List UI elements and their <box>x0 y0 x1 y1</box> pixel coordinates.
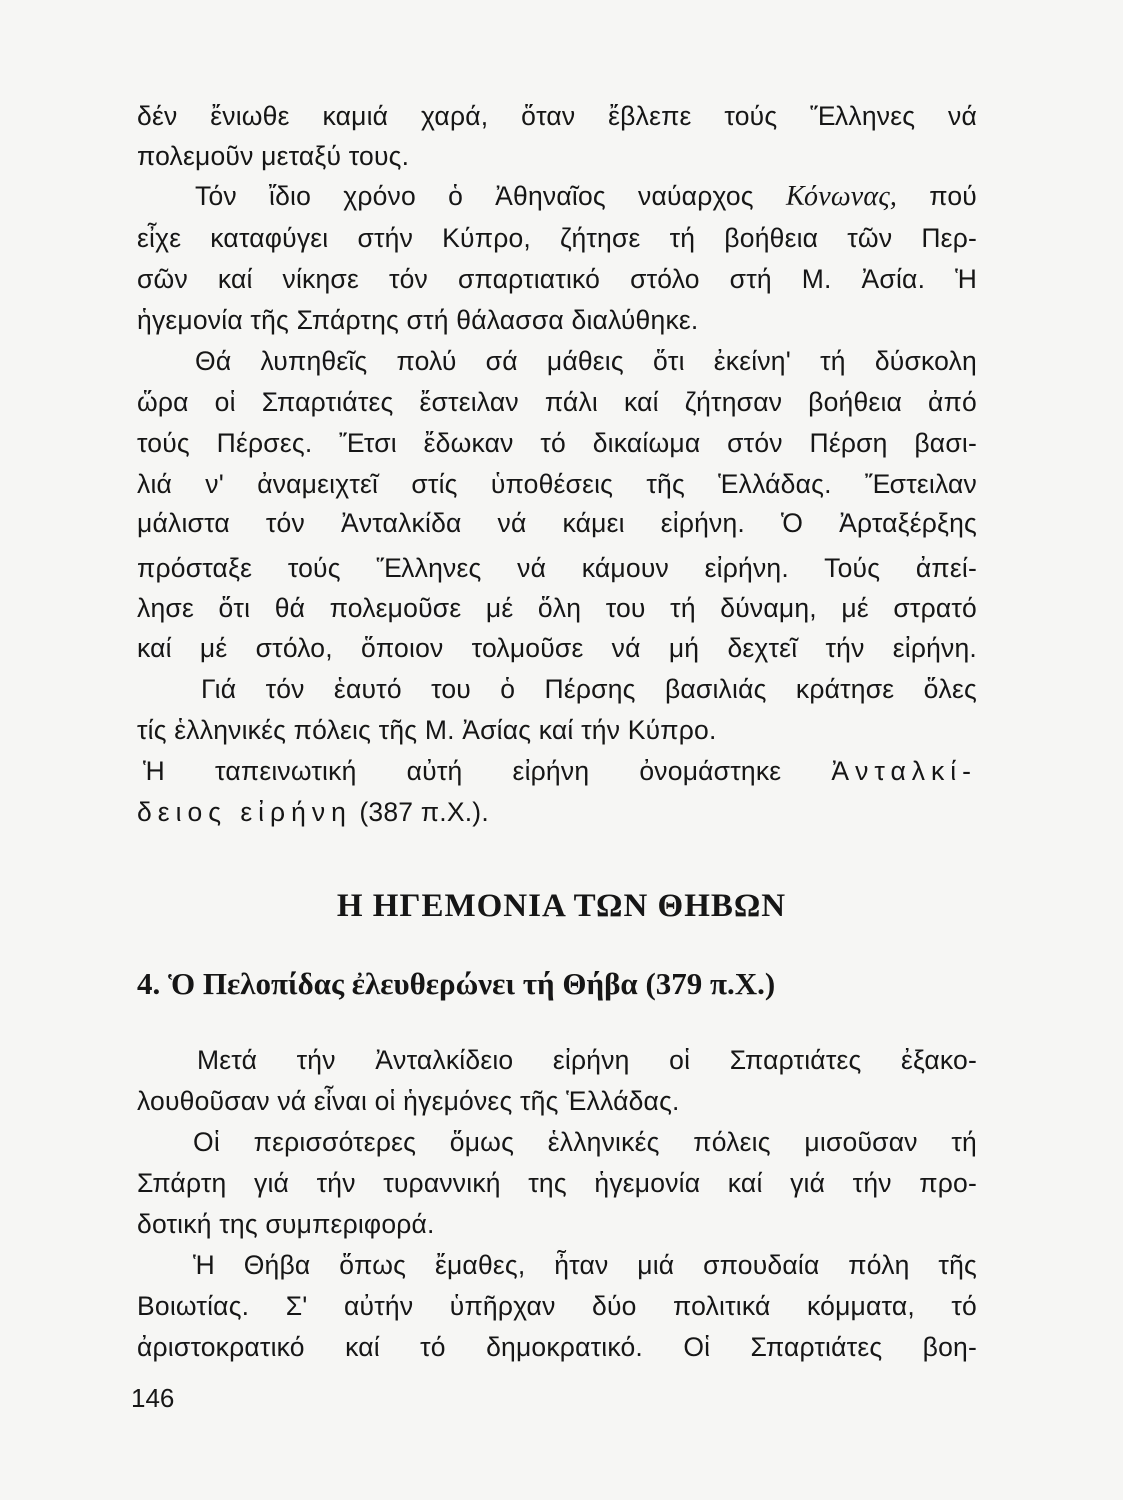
body-line <box>137 751 977 791</box>
body-line: Βοιωτίας. Σ' αὐτήν ὑπῆρχαν δύο πολιτικά κόμματα, τό <box>137 1291 977 1321</box>
body-line: Θά λυπηθεῖς πολύ σά μάθεις ὅτι ἐκείνη' τή δύσκολη <box>195 346 977 376</box>
body-line: Ἡ Θήβα ὅπως ἔμαθες, ἦταν μιά σπουδαία πόλη τῆς <box>193 1250 977 1280</box>
body-line: εἶχε καταφύγει στήν Κύπρο, ζήτησε τή βοήθεια τῶν Περ- <box>137 223 977 253</box>
body-line: ἀριστοκρατικό καί τό δημοκρατικό. Οἱ Σπαρτιάτες βοη- <box>137 1332 977 1362</box>
emphasized-name: Κόνωνας, <box>785 181 898 212</box>
body-line-text: πού <box>929 181 977 211</box>
body-line: καί μέ στόλο, ὅποιον τολμοῦσε νά μή δεχτεῖ τήν εἰρήνη. <box>137 633 977 663</box>
body-line: λουθοῦσαν νά εἶναι οἱ ἡγεμόνες τῆς Ἑλλάδας. <box>137 1086 680 1116</box>
body-line: πολεμοῦν μεταξύ τους. <box>137 141 410 171</box>
spaced-term: δειος εἰρήνη <box>137 797 352 827</box>
spaced-term: Ἀνταλκί- <box>831 756 977 786</box>
subsection-heading: 4. Ὁ Πελοπίδας ἐλευθερώνει τή Θήβα (379 π.Χ.) <box>137 966 776 1001</box>
body-line: ὥρα οἱ Σπαρτιάτες ἔστειλαν πάλι καί ζήτησαν βοήθεια ἀπό <box>137 387 977 417</box>
body-line: λησε ὅτι θά πολεμοῦσε μέ ὅλη του τή δύναμη, μέ στρατό <box>137 593 977 623</box>
body-line: δέν ἔνιωθε καμιά χαρά, ὅταν ἔβλεπε τούς Ἕλληνες νά <box>137 101 977 131</box>
body-line: τούς Πέρσες. Ἔτσι ἔδωκαν τό δικαίωμα στόν Πέρση βασι- <box>137 428 977 458</box>
body-line: Μετά τήν Ἀνταλκίδειο εἰρήνη οἱ Σπαρτιάτες ἐξακο- <box>197 1045 977 1075</box>
body-line: δοτική της συμπεριφορά. <box>137 1209 435 1239</box>
body-line: μάλιστα τόν Ἀνταλκίδα νά κάμει εἰρήνη. Ὁ Ἀρταξέρξης <box>137 508 977 538</box>
body-line-text: Τόν ἴδιο χρόνο ὁ Ἀθηναῖος ναύαρχος <box>195 181 754 211</box>
body-line: τίς ἑλληνικές πόλεις τῆς Μ. Ἀσίας καί τήν Κύπρο. <box>137 715 717 745</box>
section-heading: Η ΗΓΕΜΟΝΙΑ ΤΩΝ ΘΗΒΩΝ <box>336 888 787 924</box>
body-line: Γιά τόν ἑαυτό του ὁ Πέρσης βασιλιάς κράτησε ὅλες <box>201 674 977 704</box>
body-line: Σπάρτη γιά τήν τυραννική της ἡγεμονία καί γιά τήν προ- <box>137 1168 977 1198</box>
body-line <box>137 176 977 217</box>
body-line: σῶν καί νίκησε τόν σπαρτιατικό στόλο στή Μ. Ἀσία. Ἡ <box>137 264 977 294</box>
body-line <box>137 792 489 832</box>
page-number: 146 <box>131 1383 175 1413</box>
body-line: Οἱ περισσότερες ὅμως ἑλληνικές πόλεις μισοῦσαν τή <box>193 1127 977 1157</box>
date-reference: (387 π.Χ.). <box>359 797 489 827</box>
body-line: πρόσταξε τούς Ἕλληνες νά κάμουν εἰρήνη. Τούς ἀπεί- <box>137 553 977 583</box>
body-line: λιά ν' ἀναμειχτεῖ στίς ὑποθέσεις τῆς Ἑλλάδας. Ἔστειλαν <box>137 469 977 499</box>
body-line: ἡγεμονία τῆς Σπάρτης στή θάλασσα διαλύθηκε. <box>137 305 699 335</box>
body-line-text: Ἡ ταπεινωτική αὐτή εἰρήνη ὀνομάστηκε <box>143 756 782 786</box>
